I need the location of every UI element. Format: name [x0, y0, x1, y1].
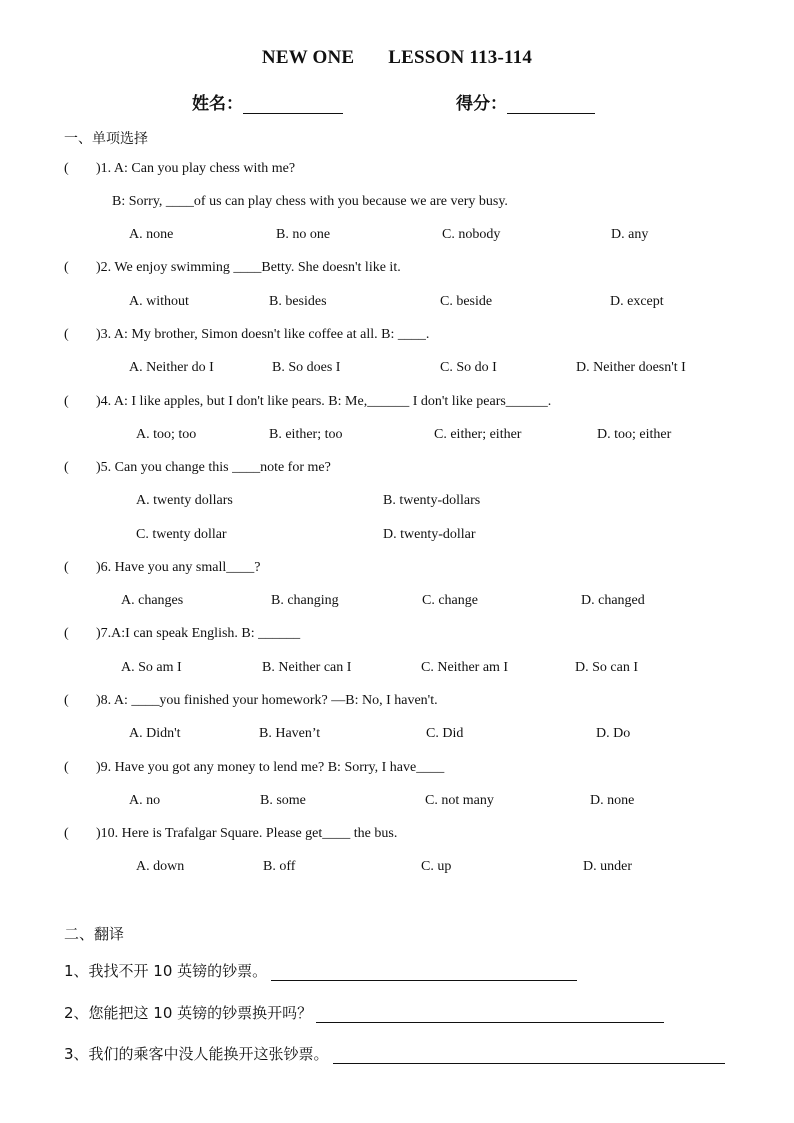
question-3: ( )3. A: My brother, Simon doesn't like coffee at all. B: ____.	[64, 327, 430, 342]
question-8-option-d[interactable]: D. Do	[596, 726, 631, 741]
question-2-option-c[interactable]: C. beside	[440, 294, 493, 309]
translation-item-1	[64, 960, 577, 981]
question-2-option-a[interactable]: A. without	[129, 294, 189, 309]
question-stem: )5. Can you change this ____note for me?	[96, 460, 331, 475]
question-6: ( )6. Have you any small____?	[64, 560, 261, 575]
translation-item-3	[64, 1043, 725, 1064]
question-5-option-d[interactable]: D. twenty-dollar	[383, 527, 476, 542]
translation-prompt: 2、您能把这 10 英镑的钞票换开吗？	[64, 1004, 313, 1022]
translation-prompt: 3、我们的乘客中没人能换开这张钞票。	[64, 1045, 329, 1063]
question-2: ( )2. We enjoy swimming ____Betty. She doesn't like it.	[64, 260, 401, 275]
question-9-option-a[interactable]: A. no	[129, 793, 161, 808]
question-stem: )4. A: I like apples, but I don't like pears. B: Me,______ I don't like pears______.	[96, 394, 552, 409]
question-stem: )9. Have you got any money to lend me? B: Sorry, I have____	[96, 760, 445, 775]
question-1-dialogue-b: B: Sorry, ____of us can play chess with you because we are very busy.	[112, 194, 508, 209]
question-5-option-a[interactable]: A. twenty dollars	[136, 493, 233, 508]
score-label: 得分：	[456, 94, 507, 113]
question-8-option-c[interactable]: C. Did	[426, 726, 464, 741]
question-7-option-d[interactable]: D. So can I	[575, 660, 638, 675]
question-8: ( )8. A: ____you finished your homework? —B: No, I haven't.	[64, 693, 438, 708]
question-1: ( )1. A: Can you play chess with me?	[64, 161, 296, 176]
question-9-option-c[interactable]: C. not many	[425, 793, 494, 808]
question-8-option-a[interactable]: A. Didn't	[129, 726, 181, 741]
question-7: ( )7.A:I can speak English. B: ______	[64, 626, 301, 641]
question-6-option-d[interactable]: D. changed	[581, 593, 645, 608]
question-2-option-b[interactable]: B. besides	[269, 294, 327, 309]
translation-item-2	[64, 1002, 664, 1023]
translation-answer-line[interactable]	[271, 964, 577, 981]
score-field	[456, 89, 595, 114]
question-5: ( )5. Can you change this ____note for me?	[64, 460, 331, 475]
question-4-option-a[interactable]: A. too; too	[136, 427, 197, 442]
question-stem: )3. A: My brother, Simon doesn't like coffee at all. B: ____.	[96, 327, 430, 342]
page-title	[0, 47, 794, 69]
question-8-option-b[interactable]: B. Haven’t	[259, 726, 321, 741]
question-1-option-d[interactable]: D. any	[611, 227, 649, 242]
question-3-option-b[interactable]: B. So does I	[272, 360, 341, 375]
question-2-option-d[interactable]: D. except	[610, 294, 664, 309]
question-9-option-b[interactable]: B. some	[260, 793, 306, 808]
question-stem: )1. A: Can you play chess with me?	[96, 161, 296, 176]
question-9-option-d[interactable]: D. none	[590, 793, 635, 808]
name-blank[interactable]	[243, 95, 343, 114]
question-3-option-a[interactable]: A. Neither do I	[129, 360, 214, 375]
translation-answer-line[interactable]	[333, 1047, 725, 1064]
question-6-option-a[interactable]: A. changes	[121, 593, 184, 608]
question-stem: )2. We enjoy swimming ____Betty. She doesn't like it.	[96, 260, 401, 275]
name-label: 姓名：	[192, 94, 243, 113]
question-6-option-b[interactable]: B. changing	[271, 593, 339, 608]
question-5-option-b[interactable]: B. twenty-dollars	[383, 493, 481, 508]
question-stem: )8. A: ____you finished your homework? —B: No, I haven't.	[96, 693, 438, 708]
section-translation-title: 二、翻译	[64, 925, 125, 943]
question-stem: )10. Here is Trafalgar Square. Please get____ the bus.	[96, 826, 398, 841]
name-field	[192, 89, 343, 114]
translation-answer-line[interactable]	[316, 1006, 664, 1023]
question-1-option-b[interactable]: B. no one	[276, 227, 331, 242]
question-stem: )6. Have you any small____?	[96, 560, 261, 575]
score-blank[interactable]	[507, 95, 595, 114]
question-3-option-c[interactable]: C. So do I	[440, 360, 497, 375]
question-10: ( )10. Here is Trafalgar Square. Please get____ the bus.	[64, 826, 398, 841]
question-7-option-a[interactable]: A. So am I	[121, 660, 182, 675]
question-7-option-b[interactable]: B. Neither can I	[262, 660, 352, 675]
question-3-option-d[interactable]: D. Neither doesn't I	[576, 360, 686, 375]
question-1-option-a[interactable]: A. none	[129, 227, 174, 242]
question-1-option-c[interactable]: C. nobody	[442, 227, 501, 242]
question-10-option-b[interactable]: B. off	[263, 859, 296, 874]
question-4-option-b[interactable]: B. either; too	[269, 427, 343, 442]
question-stem: )7.A:I can speak English. B: ______	[96, 626, 301, 641]
question-10-option-d[interactable]: D. under	[583, 859, 632, 874]
section-multiple-choice-title: 一、单项选择	[64, 131, 148, 147]
question-7-option-c[interactable]: C. Neither am I	[421, 660, 509, 675]
translation-prompt: 1、我找不开 10 英镑的钞票。	[64, 962, 268, 980]
question-4: ( )4. A: I like apples, but I don't like pears. B: Me,______ I don't like pears______.	[64, 394, 552, 409]
question-10-option-a[interactable]: A. down	[136, 859, 185, 874]
title-course: NEW ONE	[261, 47, 355, 68]
question-5-option-c[interactable]: C. twenty dollar	[136, 527, 227, 542]
question-4-option-d[interactable]: D. too; either	[597, 427, 672, 442]
question-6-option-c[interactable]: C. change	[422, 593, 478, 608]
question-4-option-c[interactable]: C. either; either	[434, 427, 522, 442]
title-lesson: LESSON 113-114	[388, 47, 533, 68]
question-10-option-c[interactable]: C. up	[421, 859, 452, 874]
question-9: ( )9. Have you got any money to lend me? B: Sorry, I have____	[64, 760, 445, 775]
